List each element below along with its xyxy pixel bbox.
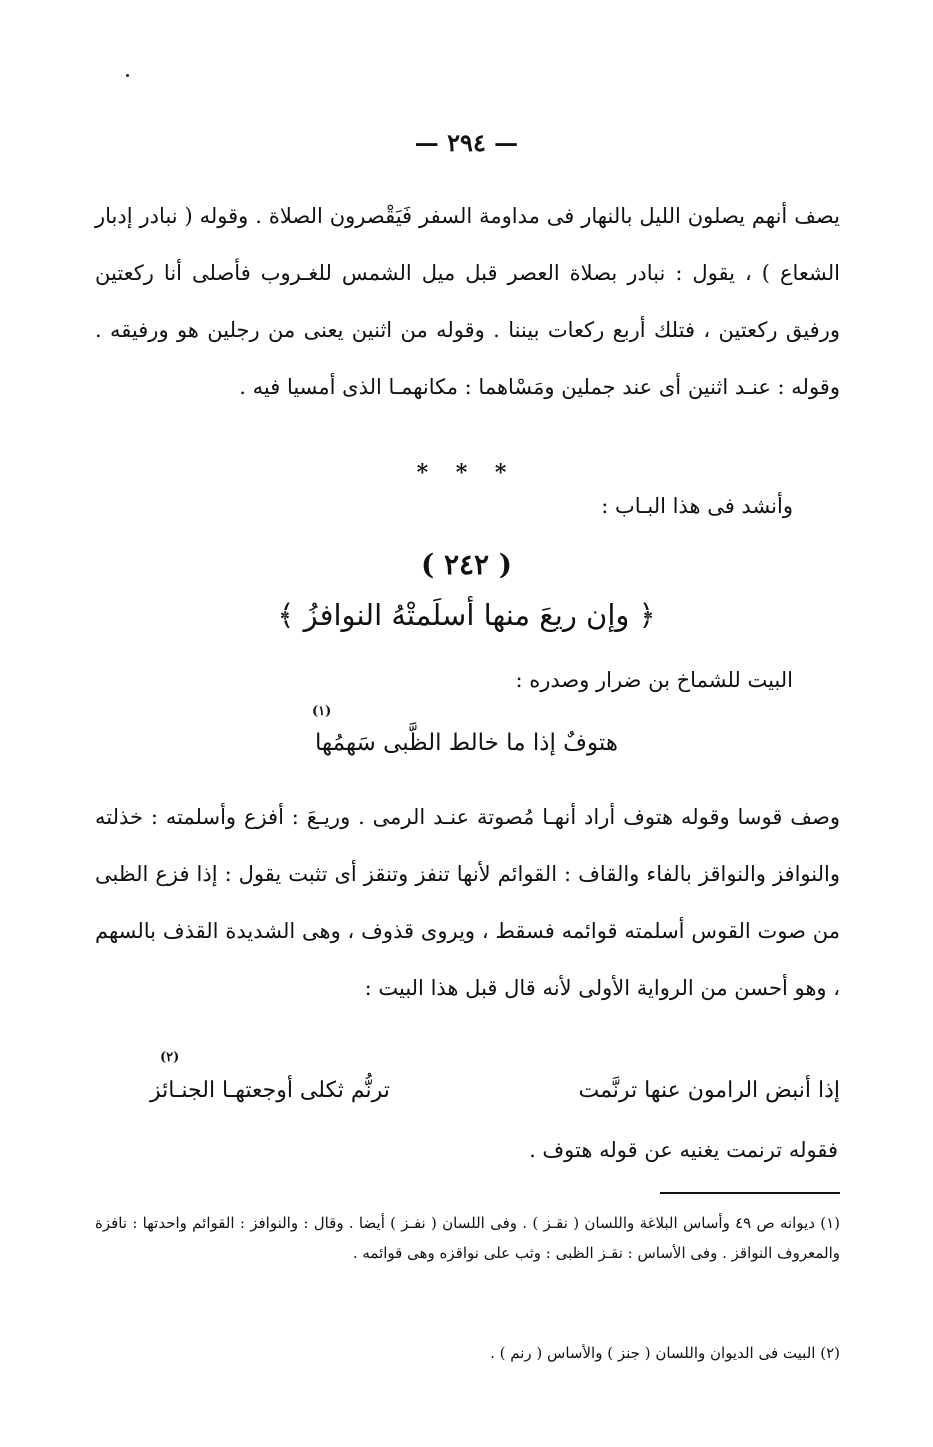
- commentary-paragraph-2: وصف قوسا وقوله هتوف أراد أنهـا مُصوتة عنـد الرمى . وريـعَ : أفزع وأسلمته : خذلته والنوافز والنواقز بالفاء والقاف : القوائم لأنها تنفز وتنقز أى تثبت يقول : إذا فزع الظبى من صوت القوس أسلمته قوائمه فسقط ، ويروى قذوف ، وهى الشديدة القذف بالسهم ، وهو أحسن من الرواية الأولى لأنه قال قبل هذا البيت :: [95, 805, 840, 1000]
- footnote-1: (١) ديوانه ص ٤٩ وأساس البلاغة واللسان ( نقـز ) . وفى اللسان ( نفـز ) أيضا . وقال : والنوافز : القوائم واحدتها : نافزة والمعروف النواقز . وفى الأساس : نقـز الظبى : وثب على نواقزه وهى قوائمه .: [95, 1214, 840, 1262]
- commentary-paragraph-1: يصف أنهم يصلون الليل بالنهار فى مداومة السفر فَيَقْصرون الصلاة . وقوله ( نبادر إدبار الشعاع ) ، يقول : نبادر بصلاة العصر قبل ميل الشمس للغـروب فأصلى أنا ركعتين ورفيق ركعتين ، فتلك أربع ركعات بيننا . وقوله من اثنين يعنى من رجلين هو ورفيقه . وقوله : عنـد اثنين أى عند جملين ومَسْاهما : مكانهمـا الذى أمسيا فيه .: [95, 204, 840, 399]
- entry-heading: ﴿ وإن ريعَ منها أسلَمتْهُ النوافزُ ﴾: [277, 598, 656, 632]
- recitation-line: وأنشد فى هذا البـاب :: [601, 494, 793, 518]
- page-number: — ٢٩٤ —: [414, 128, 519, 157]
- verse-1: هتوفٌ إذا ما خالط الظَّبى سَهمُها: [315, 730, 618, 756]
- footnote-marker-2: (٢): [160, 1050, 180, 1065]
- verse-2-second-hemistich: ترنُّم ثكلى أوجعتهـا الجنـائز: [150, 1078, 390, 1103]
- section-separator: * * *: [416, 460, 517, 486]
- speck-mark: [126, 74, 129, 77]
- footnote-marker-1: (١): [312, 704, 332, 719]
- entry-number: ( ٢٤٢ ): [420, 548, 513, 581]
- footnote-2: (٢) البيت فى الديوان واللسان ( جنز ) والأساس ( رنم ) .: [490, 1344, 840, 1362]
- footnote-divider: [660, 1192, 840, 1194]
- verse-2-first-hemistich: إذا أنبض الرامون عنها ترنَّمت: [578, 1078, 840, 1103]
- attribution-line: البيت للشماخ بن ضرار وصدره :: [515, 668, 793, 692]
- closing-line: فقوله ترنمت يغنيه عن قوله هتوف .: [529, 1138, 838, 1162]
- verse-2: [150, 1078, 840, 1103]
